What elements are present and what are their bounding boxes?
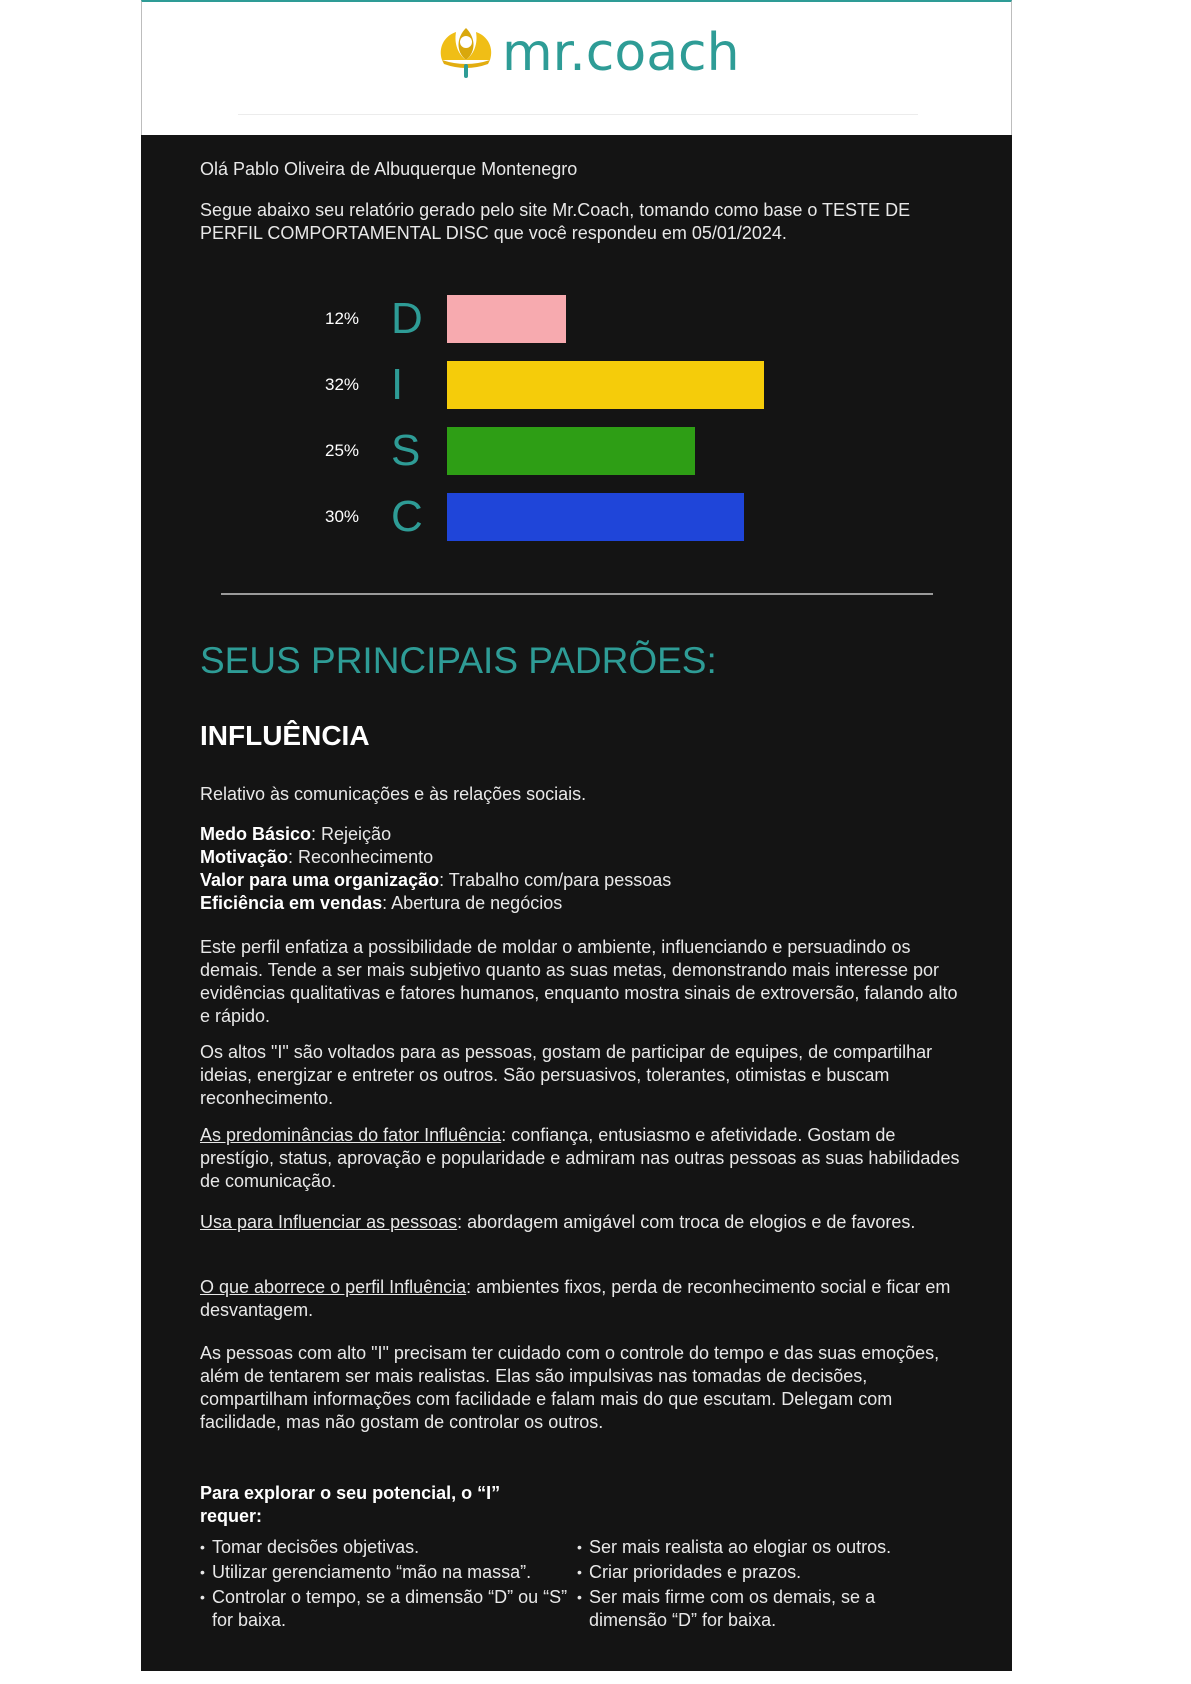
email-sheet <box>141 0 1012 1671</box>
disc-bar-i <box>447 361 764 409</box>
attribute-row <box>200 892 960 915</box>
header-rule <box>238 114 918 115</box>
divider <box>221 593 933 595</box>
attribute-value: : Reconhecimento <box>288 847 434 867</box>
attribute-label: Medo Básico <box>200 824 312 844</box>
paragraph-influence-use <box>200 1211 960 1234</box>
requirement-item: • Tomar decisões objetivas. <box>200 1536 575 1559</box>
report-body <box>141 135 1012 1671</box>
attribute-row <box>200 823 960 846</box>
brand-name: mr.coach <box>502 23 740 83</box>
attribute-value: : Abertura de negócios <box>382 893 563 913</box>
disc-letter-d: D <box>391 294 423 343</box>
attribute-value: : Rejeição <box>311 824 392 844</box>
annoyance-text: : ambientes fixos, perda de reconhecimento social e ficar em desvantagem. <box>200 1277 951 1320</box>
disc-bar-c <box>447 493 744 541</box>
paragraph-care: As pessoas com alto "I" precisam ter cuidado com o controle do tempo e das suas emoções, além de tentarem ser mais realistas. Elas são impulsivas nas tomadas de decisões, compartilham informações com facilidade e falam mais do que escutam. Delegam com facilidade, mas não gostam de controlar os outros. <box>200 1343 940 1432</box>
annoyance-label: O que aborrece o perfil Influência <box>200 1277 467 1297</box>
attribute-row <box>200 869 960 892</box>
profile-attributes <box>200 823 960 915</box>
disc-percent-label: 12% <box>325 309 360 328</box>
attribute-label: Eficiência em vendas <box>200 893 383 913</box>
attribute-label: Valor para uma organização <box>200 870 440 890</box>
greeting: Olá Pablo Oliveira de Albuquerque Montenegro <box>200 159 578 179</box>
lotus-logo-icon <box>434 20 500 82</box>
disc-bar-s <box>447 427 695 475</box>
requirements-title: Para explorar o seu potencial, o “I” requer: <box>200 1483 501 1526</box>
brand-logo <box>434 20 740 90</box>
paragraph-profile: Este perfil enfatiza a possibilidade de moldar o ambiente, influenciando e persuadindo os demais. Tende a ser mais subjetivo quanto as suas metas, demonstrando mais interesse por evidências qualitativas e fatores humanos, enquanto mostra sinais de extroversão, falando alto e rápido. <box>200 937 958 1026</box>
paragraph-annoyance <box>200 1276 960 1322</box>
disc-percent-label: 32% <box>325 375 360 394</box>
disc-percent-label: 30% <box>325 507 360 526</box>
attribute-row <box>200 846 960 869</box>
disc-chart <box>141 295 1012 555</box>
profile-summary: Relativo às comunicações e às relações sociais. <box>200 784 587 804</box>
predominance-label: As predominâncias do fator Influência <box>200 1125 502 1145</box>
section-title: SEUS PRINCIPAIS PADRÕES: <box>200 640 717 681</box>
paragraph-predominance <box>200 1124 960 1193</box>
disc-letter-c: C <box>391 492 423 541</box>
email-header <box>141 0 1012 135</box>
requirement-item: • Ser mais realista ao elogiar os outros. <box>577 1536 947 1559</box>
requirements-right <box>577 1536 947 1634</box>
requirements-left <box>200 1536 575 1634</box>
disc-letter-s: S <box>391 426 421 475</box>
disc-percent-label: 25% <box>325 441 360 460</box>
requirement-item: • Criar prioridades e prazos. <box>577 1561 947 1584</box>
disc-bar-d <box>447 295 566 343</box>
intro-text: Segue abaixo seu relatório gerado pelo site Mr.Coach, tomando como base o TESTE DE PERFIL COMPORTAMENTAL DISC que você respondeu em 05/01/2024. <box>200 200 911 243</box>
attribute-label: Motivação <box>200 847 289 867</box>
attribute-value: : Trabalho com/para pessoas <box>439 870 672 890</box>
influence-use-label: Usa para Influenciar as pessoas <box>200 1212 458 1232</box>
requirement-item: • Ser mais firme com os demais, se a dimensão “D” for baixa. <box>577 1586 947 1632</box>
predominance-text: : confiança, entusiasmo e afetividade. Gostam de prestígio, status, aprovação e popularidade e admiram nas outras pessoas as suas habilidades de comunicação. <box>200 1125 960 1191</box>
paragraph-high-i: Os altos "I" são voltados para as pessoas, gostam de participar de equipes, de compartilhar ideias, energizar e entreter os outros. São persuasivos, tolerantes, otimistas e buscam reconhecimento. <box>200 1042 933 1108</box>
profile-name: INFLUÊNCIA <box>200 720 370 751</box>
requirement-item: • Utilizar gerenciamento “mão na massa”. <box>200 1561 575 1584</box>
influence-use-text: : abordagem amigável com troca de elogios e de favores. <box>457 1212 916 1232</box>
requirement-item: • Controlar o tempo, se a dimensão “D” ou “S” for baixa. <box>200 1586 575 1632</box>
disc-letter-i: I <box>391 360 404 409</box>
